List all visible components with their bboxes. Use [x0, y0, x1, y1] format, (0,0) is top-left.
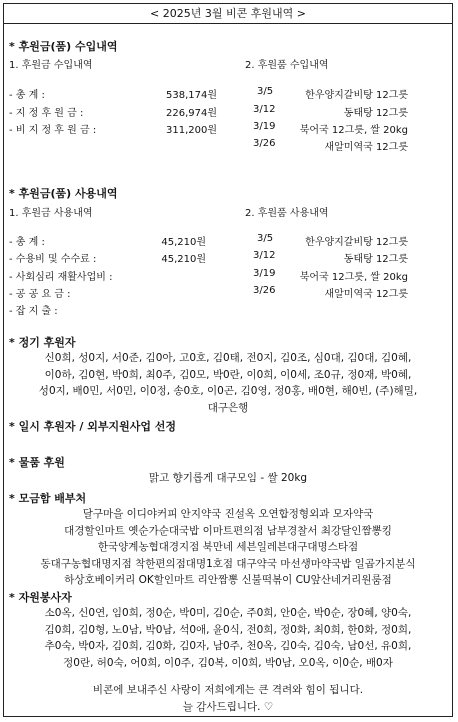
donation-boxes-line-2: 대경할인마트 옛순가순대국밥 이마트편의점 남부경찰서 최강달인짬뽕킹	[64, 524, 392, 537]
income-heading: * 후원금(품) 수입내역	[9, 40, 118, 53]
goods-donation-text	[4, 470, 452, 487]
income-designated-label: - 지 정 후 원 금 :	[9, 108, 84, 119]
donation-boxes-heading: * 모금함 배부처	[9, 492, 87, 505]
usage-goods-subheading: 2. 후원품 사용내역	[245, 208, 329, 219]
income-goods-item-1: 한우양지갈비탕 12그릇	[305, 90, 408, 101]
income-total-label: - 총 계 :	[9, 90, 45, 101]
income-date-4: 3/26	[253, 138, 276, 149]
income-goods-subheading: 2. 후원품 수입내역	[245, 60, 329, 71]
usage-date-3: 3/19	[253, 268, 276, 279]
income-date-3: 3/19	[253, 121, 276, 132]
usage-cash-subheading: 1. 후원금 사용내역	[9, 208, 93, 219]
closing-message	[4, 682, 452, 715]
usage-rehab-label: - 사회심리 재활사업비 :	[9, 272, 113, 283]
income-cash-subheading: 1. 후원금 수입내역	[9, 60, 93, 71]
regular-donors-line-3: 성0지, 배0민, 서0민, 이0정, 송0호, 이0곤, 김0영, 정0홍, 배0현, 해0빈, (주)해밀,	[38, 385, 418, 397]
usage-goods-item-4: 새알미역국 12그릇	[324, 289, 408, 300]
donation-boxes-line-4: 동대구농협대명지점 착한편의점대명1호점 대구약국 마선생마약국밥 일곱가지분식	[40, 557, 416, 570]
volunteers-list	[4, 605, 452, 671]
donation-boxes-line-1: 달구마을 이디야커피 안지약국 진설옥 오연합정형외과 모자약국	[82, 508, 374, 520]
usage-date-4: 3/26	[253, 285, 276, 296]
report-page	[3, 3, 453, 717]
goods-donation-line: 맑고 향기롭게 대구모임 - 쌀 20kg	[148, 472, 308, 484]
usage-goods-item-1: 한우양지갈비탕 12그릇	[305, 237, 408, 248]
usage-utilities-label: - 공 공 요 금 :	[9, 289, 71, 300]
closing-line-1: 비콘에 보내주신 사랑이 저희에게는 큰 격려와 힘이 됩니다.	[92, 684, 364, 696]
volunteers-line-1: 소0옥, 신0연, 임0희, 정0순, 박0미, 김0순, 주0희, 안0순, 박0순, 장0혜, 양0숙,	[44, 607, 412, 619]
regular-donors-line-1: 신0희, 성0지, 서0준, 김0아, 고0호, 김0태, 전0지, 김0조, 심0대, 김0대, 김0혜,	[44, 352, 412, 364]
income-date-2: 3/12	[253, 104, 276, 115]
usage-goods-item-2: 동태탕 12그릇	[343, 254, 408, 265]
income-goods-item-2: 동태탕 12그릇	[343, 108, 408, 119]
usage-date-1: 3/5	[257, 233, 274, 244]
page-title: < 2025년 3월 비콘 후원내역 >	[4, 4, 452, 24]
income-goods-item-4: 새알미역국 12그릇	[324, 142, 408, 153]
donation-boxes-line-3: 한국양계농협대경지점 북만네 세븐일레븐대구대명스타점	[97, 541, 359, 553]
regular-donors-line-2: 이0하, 김0현, 박0희, 최0주, 김0모, 박0란, 이0희, 이0세, 조0규, 정0재, 박0혜,	[44, 368, 412, 381]
temporary-donors-heading: * 일시 후원자 / 외부지원사업 선정	[9, 420, 177, 433]
income-undesignated-amount: 311,200원	[165, 125, 217, 136]
usage-misc-label: - 잡 지 출 :	[9, 306, 58, 317]
usage-total-label: - 총 계 :	[9, 237, 45, 248]
usage-goods-item-3: 북어국 12그릇, 쌀 20kg	[299, 272, 408, 283]
income-total-amount: 538,174원	[165, 90, 217, 101]
volunteers-line-2: 김0희, 김0형, 노0남, 박0남, 석0애, 윤0식, 전0희, 정0화, 최0희, 한0화, 정0희,	[44, 623, 412, 636]
volunteers-line-4: 정0란, 허0숙, 어0희, 이0주, 김0복, 이0희, 박0남, 오0옥, 이0순, 배0자	[63, 656, 393, 669]
regular-donors-line-4: 대구은행	[207, 401, 249, 414]
usage-heading: * 후원금(품) 사용내역	[9, 187, 118, 200]
closing-line-2: 늘 감사드립니다. ♡	[182, 700, 274, 713]
donation-boxes-list	[4, 506, 452, 589]
volunteers-heading: * 자원봉사자	[9, 591, 72, 604]
income-goods-item-3: 북어국 12그릇, 쌀 20kg	[299, 125, 408, 136]
income-undesignated-label: - 비 지 정 후 원 금 :	[9, 125, 97, 136]
usage-fees-label: - 수용비 및 수수료 :	[9, 254, 97, 265]
income-date-1: 3/5	[257, 86, 274, 97]
volunteers-line-3: 추0숙, 박0자, 김0희, 김0화, 김0자, 남0주, 천0옥, 김0숙, 김0숙, 남0선, 유0희,	[44, 640, 412, 652]
donation-boxes-line-5: 하상호베이커리 OK할인마트 리안짬뽕 신불떡볶이 CU앞산네거리원룸점	[64, 574, 392, 586]
regular-donors-list	[4, 350, 452, 416]
usage-fees-amount: 45,210원	[161, 254, 206, 265]
goods-donation-heading: * 물품 후원	[9, 456, 65, 469]
income-designated-amount: 226,974원	[165, 108, 217, 119]
usage-date-2: 3/12	[253, 250, 276, 261]
usage-total-amount: 45,210원	[161, 237, 206, 248]
regular-donors-heading: * 정기 후원자	[9, 336, 76, 349]
